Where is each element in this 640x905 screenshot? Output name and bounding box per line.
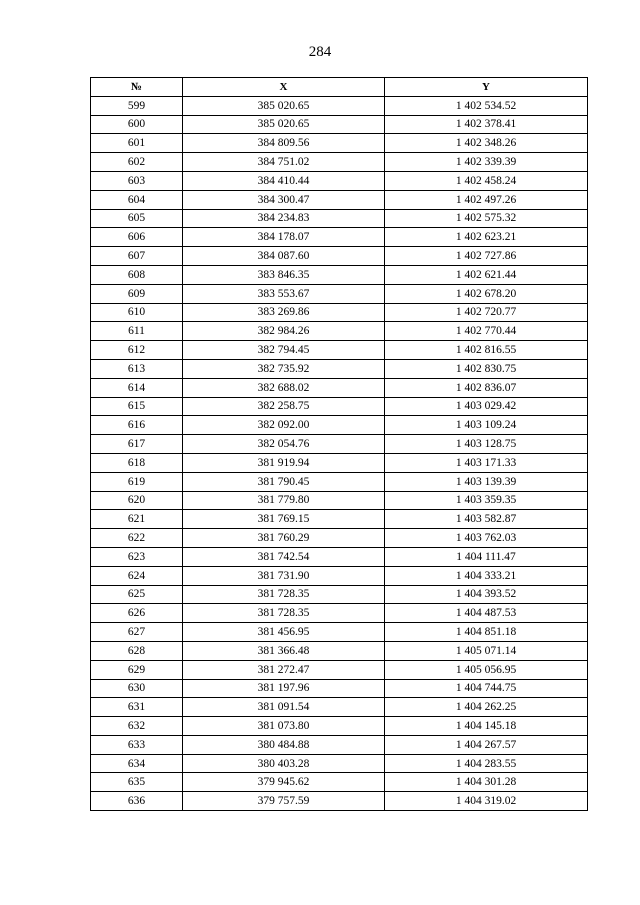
point-number-cell: 620 [91, 491, 183, 510]
y-coordinate-cell: 1 402 727.86 [385, 247, 588, 266]
table-row [91, 679, 588, 698]
x-coordinate-cell: 382 092.00 [183, 416, 385, 435]
table-row [91, 735, 588, 754]
x-coordinate-cell: 381 073.80 [183, 717, 385, 736]
y-coordinate-cell: 1 404 283.55 [385, 754, 588, 773]
header-y: Y [385, 78, 588, 97]
x-coordinate-cell: 385 020.65 [183, 115, 385, 134]
point-number-cell: 605 [91, 209, 183, 228]
point-number-cell: 627 [91, 623, 183, 642]
point-number-cell: 617 [91, 435, 183, 454]
table-row [91, 566, 588, 585]
x-coordinate-cell: 381 197.96 [183, 679, 385, 698]
y-coordinate-cell: 1 402 497.26 [385, 190, 588, 209]
point-number-cell: 612 [91, 341, 183, 360]
x-coordinate-cell: 381 091.54 [183, 698, 385, 717]
table-row [91, 491, 588, 510]
table-row [91, 284, 588, 303]
table-row [91, 115, 588, 134]
page-number: 284 [308, 44, 332, 60]
table-row [91, 209, 588, 228]
x-coordinate-cell: 383 846.35 [183, 265, 385, 284]
y-coordinate-cell: 1 403 109.24 [385, 416, 588, 435]
x-coordinate-cell: 381 728.35 [183, 604, 385, 623]
table-row [91, 453, 588, 472]
point-number-cell: 608 [91, 265, 183, 284]
x-coordinate-cell: 381 728.35 [183, 585, 385, 604]
y-coordinate-cell: 1 402 623.21 [385, 228, 588, 247]
y-coordinate-cell: 1 402 348.26 [385, 134, 588, 153]
x-coordinate-cell: 384 234.83 [183, 209, 385, 228]
table-row [91, 171, 588, 190]
y-coordinate-cell: 1 404 393.52 [385, 585, 588, 604]
y-coordinate-cell: 1 404 301.28 [385, 773, 588, 792]
table-header [91, 78, 588, 97]
y-coordinate-cell: 1 404 851.18 [385, 623, 588, 642]
header-row [91, 78, 588, 97]
table-row [91, 378, 588, 397]
point-number-cell: 623 [91, 547, 183, 566]
table-row [91, 341, 588, 360]
x-coordinate-cell: 384 087.60 [183, 247, 385, 266]
point-number-cell: 621 [91, 510, 183, 529]
x-coordinate-cell: 380 484.88 [183, 735, 385, 754]
y-coordinate-cell: 1 402 378.41 [385, 115, 588, 134]
point-number-cell: 604 [91, 190, 183, 209]
x-coordinate-cell: 381 760.29 [183, 529, 385, 548]
point-number-cell: 632 [91, 717, 183, 736]
y-coordinate-cell: 1 403 762.03 [385, 529, 588, 548]
x-coordinate-cell: 379 945.62 [183, 773, 385, 792]
table-row [91, 529, 588, 548]
x-coordinate-cell: 384 410.44 [183, 171, 385, 190]
point-number-cell: 635 [91, 773, 183, 792]
table-row [91, 397, 588, 416]
y-coordinate-cell: 1 404 333.21 [385, 566, 588, 585]
table-row [91, 153, 588, 172]
table-row [91, 359, 588, 378]
y-coordinate-cell: 1 402 678.20 [385, 284, 588, 303]
table-row [91, 510, 588, 529]
table-row [91, 303, 588, 322]
y-coordinate-cell: 1 402 770.44 [385, 322, 588, 341]
x-coordinate-cell: 384 300.47 [183, 190, 385, 209]
point-number-cell: 636 [91, 792, 183, 811]
table-row [91, 472, 588, 491]
point-number-cell: 619 [91, 472, 183, 491]
x-coordinate-cell: 382 735.92 [183, 359, 385, 378]
point-number-cell: 629 [91, 660, 183, 679]
point-number-cell: 609 [91, 284, 183, 303]
table-row [91, 698, 588, 717]
table-row [91, 660, 588, 679]
point-number-cell: 616 [91, 416, 183, 435]
point-number-cell: 613 [91, 359, 183, 378]
y-coordinate-cell: 1 402 458.24 [385, 171, 588, 190]
table-body [91, 96, 588, 810]
table-row [91, 604, 588, 623]
y-coordinate-cell: 1 403 582.87 [385, 510, 588, 529]
y-coordinate-cell: 1 403 139.39 [385, 472, 588, 491]
x-coordinate-cell: 381 779.80 [183, 491, 385, 510]
x-coordinate-cell: 383 553.67 [183, 284, 385, 303]
point-number-cell: 607 [91, 247, 183, 266]
x-coordinate-cell: 381 731.90 [183, 566, 385, 585]
point-number-cell: 622 [91, 529, 183, 548]
y-coordinate-cell: 1 402 816.55 [385, 341, 588, 360]
y-coordinate-cell: 1 403 029.42 [385, 397, 588, 416]
y-coordinate-cell: 1 404 487.53 [385, 604, 588, 623]
point-number-cell: 628 [91, 641, 183, 660]
y-coordinate-cell: 1 405 071.14 [385, 641, 588, 660]
y-coordinate-cell: 1 405 056.95 [385, 660, 588, 679]
x-coordinate-cell: 381 919.94 [183, 453, 385, 472]
point-number-cell: 624 [91, 566, 183, 585]
table-row [91, 416, 588, 435]
y-coordinate-cell: 1 404 267.57 [385, 735, 588, 754]
header-x: X [183, 78, 385, 97]
table-row [91, 96, 588, 115]
x-coordinate-cell: 384 751.02 [183, 153, 385, 172]
y-coordinate-cell: 1 402 720.77 [385, 303, 588, 322]
point-number-cell: 630 [91, 679, 183, 698]
x-coordinate-cell: 382 794.45 [183, 341, 385, 360]
x-coordinate-cell: 383 269.86 [183, 303, 385, 322]
table-row [91, 717, 588, 736]
point-number-cell: 610 [91, 303, 183, 322]
point-number-cell: 606 [91, 228, 183, 247]
x-coordinate-cell: 382 054.76 [183, 435, 385, 454]
point-number-cell: 611 [91, 322, 183, 341]
table-row [91, 265, 588, 284]
header-number: № [91, 78, 183, 97]
point-number-cell: 631 [91, 698, 183, 717]
point-number-cell: 633 [91, 735, 183, 754]
table-row [91, 247, 588, 266]
x-coordinate-cell: 381 456.95 [183, 623, 385, 642]
y-coordinate-cell: 1 403 359.35 [385, 491, 588, 510]
x-coordinate-cell: 380 403.28 [183, 754, 385, 773]
table-row [91, 623, 588, 642]
table-row [91, 754, 588, 773]
table-row [91, 641, 588, 660]
point-number-cell: 634 [91, 754, 183, 773]
x-coordinate-cell: 381 272.47 [183, 660, 385, 679]
x-coordinate-cell: 382 984.26 [183, 322, 385, 341]
point-number-cell: 602 [91, 153, 183, 172]
table-row [91, 773, 588, 792]
x-coordinate-cell: 381 790.45 [183, 472, 385, 491]
y-coordinate-cell: 1 402 836.07 [385, 378, 588, 397]
point-number-cell: 600 [91, 115, 183, 134]
y-coordinate-cell: 1 404 111.47 [385, 547, 588, 566]
table-row [91, 547, 588, 566]
point-number-cell: 599 [91, 96, 183, 115]
table-row [91, 134, 588, 153]
x-coordinate-cell: 381 366.48 [183, 641, 385, 660]
table-row [91, 228, 588, 247]
y-coordinate-cell: 1 403 128.75 [385, 435, 588, 454]
y-coordinate-cell: 1 402 575.32 [385, 209, 588, 228]
table-row [91, 792, 588, 811]
table-row [91, 190, 588, 209]
point-number-cell: 614 [91, 378, 183, 397]
table-row [91, 585, 588, 604]
x-coordinate-cell: 381 742.54 [183, 547, 385, 566]
x-coordinate-cell: 385 020.65 [183, 96, 385, 115]
coordinates-table [90, 77, 588, 811]
x-coordinate-cell: 384 809.56 [183, 134, 385, 153]
x-coordinate-cell: 384 178.07 [183, 228, 385, 247]
point-number-cell: 626 [91, 604, 183, 623]
table-row [91, 435, 588, 454]
y-coordinate-cell: 1 404 145.18 [385, 717, 588, 736]
y-coordinate-cell: 1 402 339.39 [385, 153, 588, 172]
y-coordinate-cell: 1 404 262.25 [385, 698, 588, 717]
y-coordinate-cell: 1 404 319.02 [385, 792, 588, 811]
y-coordinate-cell: 1 404 744.75 [385, 679, 588, 698]
x-coordinate-cell: 382 688.02 [183, 378, 385, 397]
y-coordinate-cell: 1 402 621.44 [385, 265, 588, 284]
point-number-cell: 601 [91, 134, 183, 153]
y-coordinate-cell: 1 402 534.52 [385, 96, 588, 115]
y-coordinate-cell: 1 403 171.33 [385, 453, 588, 472]
table-row [91, 322, 588, 341]
point-number-cell: 603 [91, 171, 183, 190]
y-coordinate-cell: 1 402 830.75 [385, 359, 588, 378]
x-coordinate-cell: 379 757.59 [183, 792, 385, 811]
point-number-cell: 615 [91, 397, 183, 416]
point-number-cell: 618 [91, 453, 183, 472]
x-coordinate-cell: 382 258.75 [183, 397, 385, 416]
point-number-cell: 625 [91, 585, 183, 604]
x-coordinate-cell: 381 769.15 [183, 510, 385, 529]
